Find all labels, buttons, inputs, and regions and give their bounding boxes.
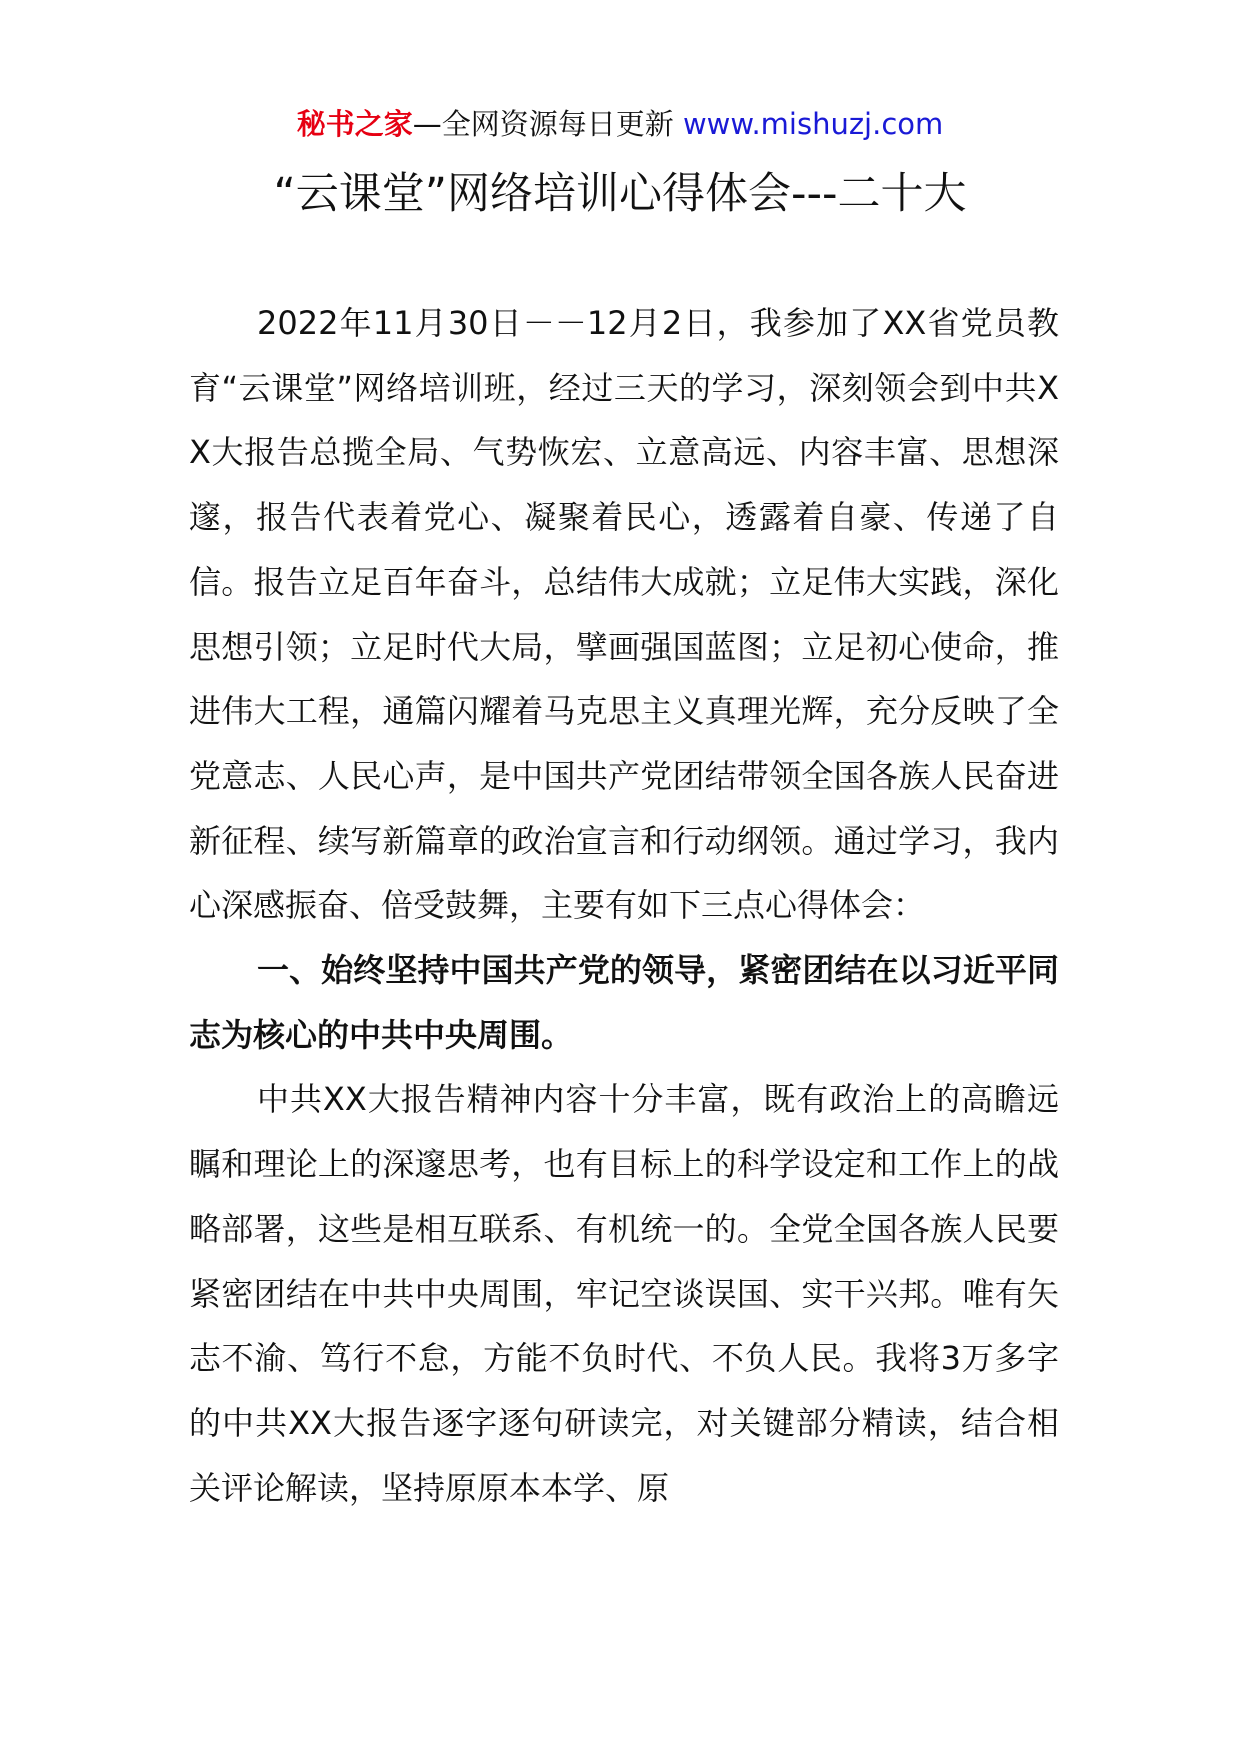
- site-brand: 秘书之家: [296, 107, 413, 141]
- document-body: [189, 291, 1059, 1520]
- site-slogan: —全网资源每日更新: [412, 107, 674, 141]
- body-paragraph-intro: 2022年11月30日－－12月2日，我参加了XX省党员教育“云课堂”网络培训班，经过三天的学习，深刻领会到中共XX大报告总揽全局、气势恢宏、立意高远、内容丰富、思想深邃，报告代表着党心、凝聚着民心，透露着自豪、传递了自信。报告立足百年奋斗，总结伟大成就；立足伟大实践，深化思想引领；立足时代大局，擘画强国蓝图；立足初心使命，推进伟大工程，通篇闪耀着马克思主义真理光辉，充分反映了全党意志、人民心声，是中国共产党团结带领全国各族人民奋进新征程、续写新篇章的政治宣言和行动纲领。通过学习，我内心深感振奋、倍受鼓舞，主要有如下三点心得体会：: [189, 304, 1059, 925]
- site-url-link[interactable]: www.mishuzj.com: [682, 107, 944, 141]
- site-header: [0, 102, 1240, 146]
- document-title: “云课堂”网络培训心得体会---二十大: [273, 169, 967, 219]
- section-heading-one: 一、始终坚持中国共产党的领导，紧密团结在以习近平同志为核心的中共中央周围。: [189, 951, 1059, 1054]
- body-paragraph-section-one: 中共XX大报告精神内容十分丰富，既有政治上的高瞻远瞩和理论上的深邃思考，也有目标上的科学设定和工作上的战略部署，这些是相互联系、有机统一的。全党全国各族人民要紧密团结在中共中央周围，牢记空谈误国、实干兴邦。唯有矢志不渝、笃行不怠，方能不负时代、不负人民。我将3万多字的中共XX大报告逐字逐句研读完，对关键部分精读，结合相关评论解读，坚持原原本本学、原: [189, 1080, 1059, 1507]
